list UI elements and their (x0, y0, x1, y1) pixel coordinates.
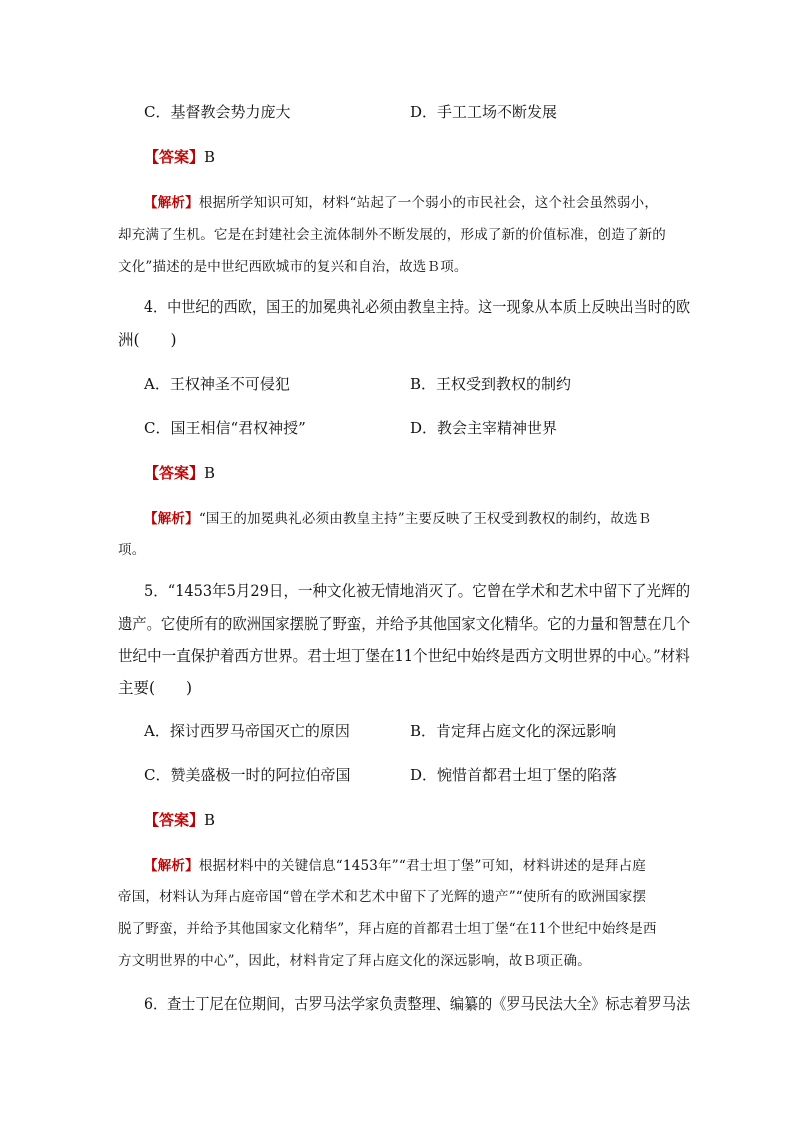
q4-option-d: D．教会主宰精神世界 (410, 419, 558, 437)
q5-option-b: B．肯定拜占庭文化的深远影响 (410, 722, 617, 740)
q3-option-c: C．基督教会势力庞大 (144, 103, 291, 121)
answer-value: B (204, 148, 216, 166)
q4-stem-line-2: 洲( ) (118, 331, 177, 349)
q5-option-d: D．惋惜首都君士坦丁堡的陷落 (410, 766, 618, 784)
analysis-text: 根据所学知识可知，材料“站起了一个弱小的市民社会，这个社会虽然弱小， (198, 195, 659, 211)
analysis-tag: 【解析】 (144, 858, 199, 874)
analysis-text: 根据材料中的关键信息“1453年”“君士坦丁堡”可知，材料讲述的是拜占庭 (198, 858, 646, 874)
q5-stem-line-1: 5．“1453年5月29日，一种文化被无情地消灭了。它曾在学术和艺术中留下了光辉的 (144, 582, 691, 600)
q3-option-d: D．手工工场不断发展 (410, 103, 558, 121)
answer-value: B (204, 464, 216, 482)
q3-analysis-line-2: 却充满了生机。它是在封建社会主流体制外不断发展的，形成了新的价值标准，创造了新的 (118, 227, 666, 243)
q5-analysis-line-3: 脱了野蛮，并给予其他国家文化精华”，拜占庭的首都君士坦丁堡“在11个世纪中始终是西 (118, 921, 657, 937)
answer-tag: 【答案】 (144, 148, 205, 166)
q4-analysis-line-1 (144, 509, 651, 529)
q5-option-a: A．探讨西罗马帝国灭亡的原因 (144, 722, 350, 740)
q4-stem-line-1: 4．中世纪的西欧，国王的加冕典礼必须由教皇主持。这一现象从本质上反映出当时的欧 (144, 298, 691, 316)
q4-answer (144, 463, 215, 483)
analysis-tag: 【解析】 (144, 511, 199, 527)
answer-tag: 【答案】 (144, 811, 205, 829)
q3-analysis-line-3: 文化”描述的是中世纪西欧城市的复兴和自治，故选Ｂ项。 (118, 259, 468, 275)
q5-answer (144, 810, 215, 830)
q4-option-c: C．国王相信“君权神授” (144, 419, 306, 437)
answer-value: B (204, 811, 216, 829)
q6-stem-line-1: 6．查士丁尼在位期间，古罗马法学家负责整理、编纂的《罗马民法大全》标志着罗马法 (144, 995, 691, 1013)
q4-option-b: B．王权受到教权的制约 (410, 375, 572, 393)
q4-analysis-line-2: 项。 (118, 542, 146, 558)
answer-tag: 【答案】 (144, 464, 205, 482)
q5-analysis-line-1 (144, 856, 646, 876)
q5-analysis-line-4: 方文明世界的中心”，因此，材料肯定了拜占庭文化的深远影响，故Ｂ项正确。 (118, 953, 591, 969)
q5-analysis-line-2: 帝国，材料认为拜占庭帝国“曾在学术和艺术中留下了光辉的遗产”“使所有的欧洲国家摆 (118, 889, 647, 905)
q3-answer (144, 147, 215, 167)
analysis-text: “国王的加冕典礼必须由教皇主持”主要反映了王权受到教权的制约，故选Ｂ (198, 511, 652, 527)
q5-stem-line-2: 遗产。它使所有的欧洲国家摆脱了野蛮，并给予其他国家文化精华。它的力量和智慧在几个 (118, 615, 691, 633)
q3-analysis-line-1 (144, 193, 658, 213)
q5-option-c: C．赞美盛极一时的阿拉伯帝国 (144, 766, 351, 784)
q5-stem-line-4: 主要( ) (118, 679, 193, 697)
analysis-tag: 【解析】 (144, 195, 199, 211)
q4-option-a: A．王权神圣不可侵犯 (144, 375, 290, 393)
q5-stem-line-3: 世纪中一直保护着西方世界。君士坦丁堡在11个世纪中始终是西方文明世界的中心。”材料 (118, 647, 690, 665)
